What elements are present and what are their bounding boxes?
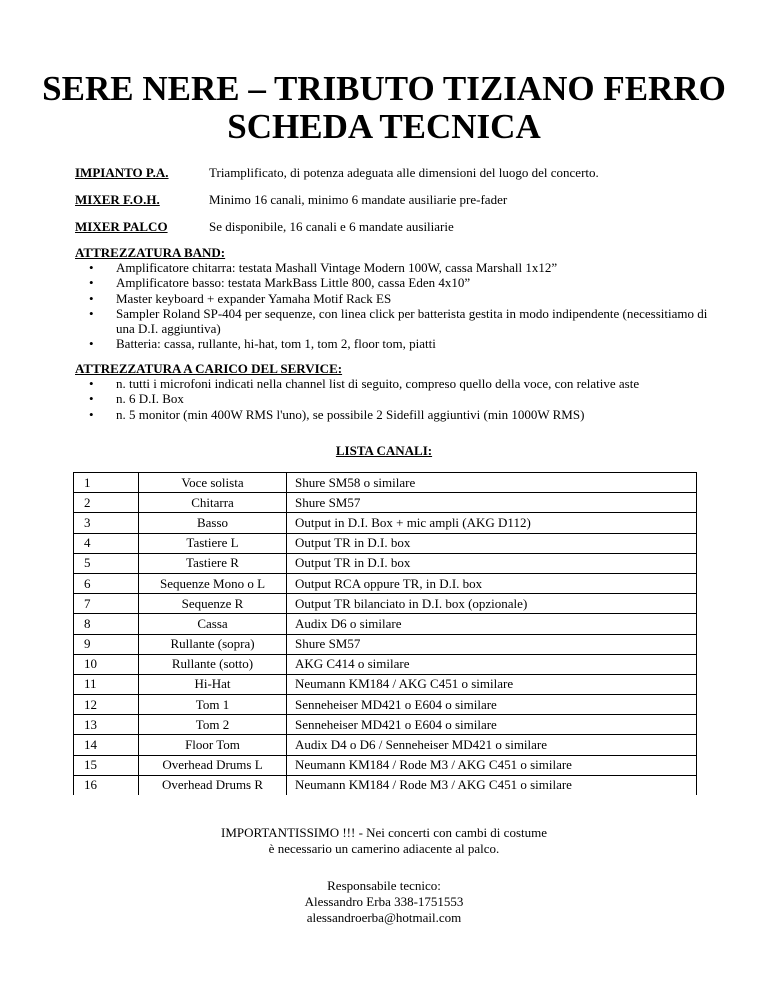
channel-number: 11	[74, 674, 139, 694]
table-row	[74, 654, 697, 674]
spec-value-foh: Minimo 16 canali, minimo 6 mandate ausiliarie pre-fader	[209, 192, 508, 207]
channel-mic: Audix D4 o D6 / Senneheiser MD421 o similare	[287, 735, 697, 755]
channel-source: Rullante (sopra)	[139, 634, 287, 654]
bullet-glyph: •	[89, 290, 94, 306]
channel-source: Sequenze Mono o L	[139, 573, 287, 593]
channel-source: Hi-Hat	[139, 674, 287, 694]
channel-source: Floor Tom	[139, 735, 287, 755]
channel-number: 4	[74, 533, 139, 553]
channel-mic: Shure SM57	[287, 634, 697, 654]
list-item: • n. tutti i microfoni indicati nella channel list di seguito, compreso quello della voce, con relative aste	[89, 376, 640, 392]
bullet-glyph: •	[89, 336, 94, 352]
title-line-2: SCHEDA TECNICA	[227, 107, 541, 146]
channel-source: Cassa	[139, 614, 287, 634]
list-item: • Amplificatore basso: testata MarkBass Little 800, cassa Eden 4x10”	[89, 275, 471, 291]
bullet-glyph: •	[89, 406, 94, 422]
spec-label-foh: MIXER F.O.H.	[75, 192, 160, 207]
channel-number: 9	[74, 634, 139, 654]
channel-mic: Neumann KM184 / Rode M3 / AKG C451 o similare	[287, 775, 697, 795]
channel-mic: Output in D.I. Box + mic ampli (AKG D112)	[287, 513, 697, 533]
service-equipment-section	[75, 361, 715, 422]
channel-source: Voce solista	[139, 473, 287, 493]
channel-number: 14	[74, 735, 139, 755]
channel-source: Chitarra	[139, 493, 287, 513]
channel-mic: Output TR in D.I. box	[287, 553, 697, 573]
channel-number: 1	[74, 473, 139, 493]
channel-number: 12	[74, 695, 139, 715]
table-row	[74, 573, 697, 593]
list-item: • Batteria: cassa, rullante, hi-hat, tom 1, tom 2, floor tom, piatti	[89, 336, 436, 352]
channel-mic: Output TR in D.I. box	[287, 533, 697, 553]
table-row	[74, 695, 697, 715]
channel-number: 5	[74, 553, 139, 573]
bullet-glyph: •	[89, 275, 94, 291]
title-line-1: SERE NERE – TRIBUTO TIZIANO FERRO	[42, 69, 726, 108]
bullet-glyph: •	[89, 391, 94, 407]
channel-mic: Output TR bilanciato in D.I. box (opzionale)	[287, 594, 697, 614]
band-equipment-title: ATTREZZATURA BAND:	[75, 245, 226, 260]
table-row	[74, 493, 697, 513]
channel-number: 16	[74, 775, 139, 795]
list-item: • Sampler Roland SP-404 per sequenze, con linea click per batterista gestita in modo indipendente (necessitiamo di una D.I. aggiuntiva)	[89, 305, 708, 337]
service-equipment-title: ATTREZZATURA A CARICO DEL SERVICE:	[75, 361, 343, 376]
channel-number: 2	[74, 493, 139, 513]
channel-number: 7	[74, 594, 139, 614]
contact-email: alessandroerba@hotmail.com	[306, 910, 462, 925]
channel-number: 10	[74, 654, 139, 674]
channel-mic: Output RCA oppure TR, in D.I. box	[287, 573, 697, 593]
channel-mic: Senneheiser MD421 o E604 o similare	[287, 695, 697, 715]
spec-label-pa: IMPIANTO P.A.	[75, 165, 169, 180]
service-equipment-list	[75, 376, 715, 422]
table-row	[74, 735, 697, 755]
channel-list-table	[73, 472, 697, 795]
channel-source: Tom 2	[139, 715, 287, 735]
channel-mic: Shure SM57	[287, 493, 697, 513]
table-row	[74, 755, 697, 775]
table-row	[74, 634, 697, 654]
channel-mic: Neumann KM184 / AKG C451 o similare	[287, 674, 697, 694]
table-row	[74, 715, 697, 735]
list-item: • n. 5 monitor (min 400W RMS l'uno), se possibile 2 Sidefill aggiuntivi (min 1000W RMS)	[89, 406, 585, 422]
channel-list-title: LISTA CANALI:	[335, 443, 433, 458]
table-row	[74, 473, 697, 493]
spec-row-stage-mixer	[75, 219, 454, 235]
channel-source: Overhead Drums R	[139, 775, 287, 795]
costume-notice	[0, 825, 768, 857]
channel-number: 13	[74, 715, 139, 735]
list-item: • n. 6 D.I. Box	[89, 391, 184, 407]
table-row	[74, 533, 697, 553]
notice-line-2: è necessario un camerino adiacente al palco.	[268, 841, 500, 856]
channel-source: Tastiere R	[139, 553, 287, 573]
channel-source: Tom 1	[139, 695, 287, 715]
channel-source: Basso	[139, 513, 287, 533]
channel-mic: AKG C414 o similare	[287, 654, 697, 674]
technical-contact	[0, 878, 768, 926]
channel-mic: Audix D6 o similare	[287, 614, 697, 634]
channel-mic: Neumann KM184 / Rode M3 / AKG C451 o similare	[287, 755, 697, 775]
spec-row-foh	[75, 192, 507, 208]
contact-role: Responsabile tecnico:	[327, 878, 441, 893]
bullet-glyph: •	[89, 376, 94, 392]
spec-row-pa	[75, 165, 599, 181]
channel-number: 3	[74, 513, 139, 533]
notice-line-1: IMPORTANTISSIMO !!! - Nei concerti con cambi di costume	[221, 825, 547, 840]
table-row	[74, 594, 697, 614]
list-item: • Amplificatore chitarra: testata Mashall Vintage Modern 100W, cassa Marshall 1x12”	[89, 260, 558, 276]
table-row	[74, 513, 697, 533]
channel-mic: Senneheiser MD421 o E604 o similare	[287, 715, 697, 735]
contact-name-phone: Alessandro Erba 338-1751553	[304, 894, 464, 909]
table-row	[74, 775, 697, 795]
table-row	[74, 674, 697, 694]
spec-value-stage-mixer: Se disponibile, 16 canali e 6 mandate ausiliarie	[209, 219, 454, 234]
band-equipment-list	[75, 260, 715, 351]
band-equipment-section	[75, 245, 715, 351]
channel-mic: Shure SM58 o similare	[287, 473, 697, 493]
channel-source: Rullante (sotto)	[139, 654, 287, 674]
bullet-glyph: •	[89, 260, 94, 276]
channel-source: Tastiere L	[139, 533, 287, 553]
channel-source: Sequenze R	[139, 594, 287, 614]
table-row	[74, 553, 697, 573]
channel-source: Overhead Drums L	[139, 755, 287, 775]
channel-number: 6	[74, 573, 139, 593]
page-title	[0, 70, 768, 146]
channel-number: 8	[74, 614, 139, 634]
bullet-glyph: •	[89, 305, 94, 321]
table-row	[74, 614, 697, 634]
list-item: • Master keyboard + expander Yamaha Motif Rack ES	[89, 290, 392, 306]
spec-label-stage-mixer: MIXER PALCO	[75, 219, 168, 234]
channel-number: 15	[74, 755, 139, 775]
spec-value-pa: Triamplificato, di potenza adeguata alle dimensioni del luogo del concerto.	[209, 165, 599, 180]
